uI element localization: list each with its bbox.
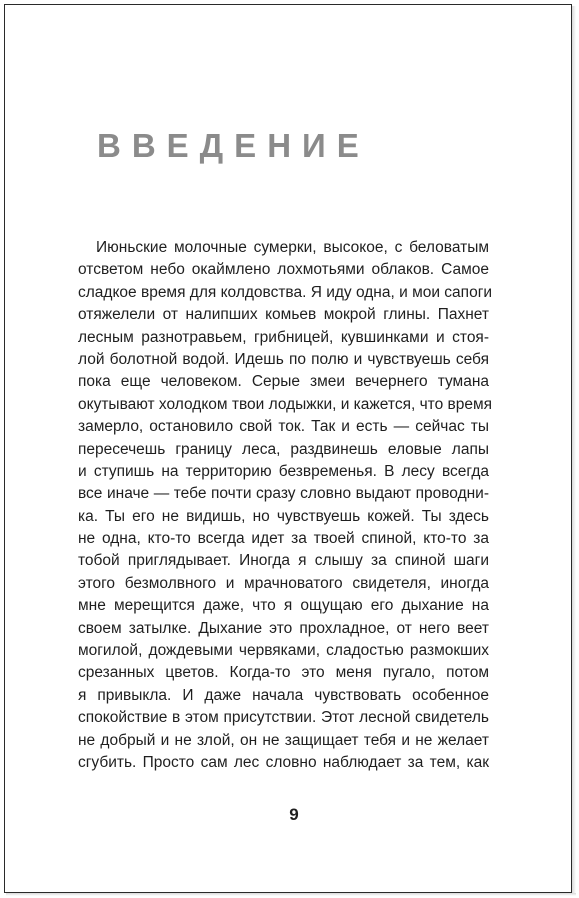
text-line: могилой, дождевыми червяками, сладостью размокших <box>78 642 489 660</box>
text-line: лой болотной водой. Идешь по полю и чувствуешь себя <box>78 350 489 368</box>
text-line: отсветом небо окаймлено лохмотьями облаков. Самое <box>78 261 489 279</box>
text-line: замерло, остановило свой ток. Так и есть — сейчас ты <box>78 418 489 436</box>
text-line: не добрый и не злой, он не защищает тебя и не желает <box>78 731 489 749</box>
page-number <box>5 805 573 825</box>
text-line: своем затылке. Дыхание это прохладное, от него веет <box>78 619 489 637</box>
text-line: срезанных цветов. Когда-то это меня пугало, потом <box>78 664 489 682</box>
text-line: мне мерещится даже, что я ощущаю его дыхание на <box>78 597 489 615</box>
page-number-text: 9 <box>289 805 299 824</box>
text-line: спокойствие в этом присутствии. Этот лесной свидетель <box>78 709 489 727</box>
text-line: пока еще человеком. Серые змеи вечернего тумана <box>78 373 489 391</box>
text-line: и ступишь на территорию безвременья. В лесу всегда <box>78 462 489 480</box>
text-line: сгубить. Просто сам лес словно наблюдает за тем, как <box>78 753 489 771</box>
text-line: я привыкла. И даже начала чувствовать особенное <box>78 686 489 704</box>
text-line: сладкое время для колдовства. Я иду одна, и мои сапоги <box>78 283 493 301</box>
text-line: лесным разнотравьем, грибницей, кувшинками и стоя- <box>78 328 489 346</box>
text-line: отяжелели от налипших комьев мокрой глины. Пахнет <box>78 306 489 324</box>
page-edge-shadow <box>572 6 576 895</box>
text-line: все иначе — тебе почти сразу словно выдают проводни- <box>78 485 489 503</box>
text-line: пересечешь границу леса, раздвинешь еловые лапы <box>78 440 489 458</box>
text-line: ка. Ты его не видишь, но чувствуешь кожей. Ты здесь <box>78 507 489 525</box>
text-line: не одна, кто-то всегда идет за твоей спиной, кто-то за <box>78 530 489 548</box>
body-text <box>78 237 493 774</box>
text-line: окутывают холодком твои лодыжки, и кажется, что время <box>78 395 493 413</box>
chapter-heading: ВВЕДЕНИЕ <box>97 127 370 164</box>
text-line: этого безмолвного и мрачноватого свидетеля, иногда <box>78 574 489 592</box>
text-line: Июньские молочные сумерки, высокое, с беловатым <box>96 239 489 256</box>
book-page <box>4 4 572 893</box>
page-bottom-shadow <box>6 893 576 896</box>
text-line: тобой приглядывает. Иногда я слышу за спиной шаги <box>78 552 489 570</box>
